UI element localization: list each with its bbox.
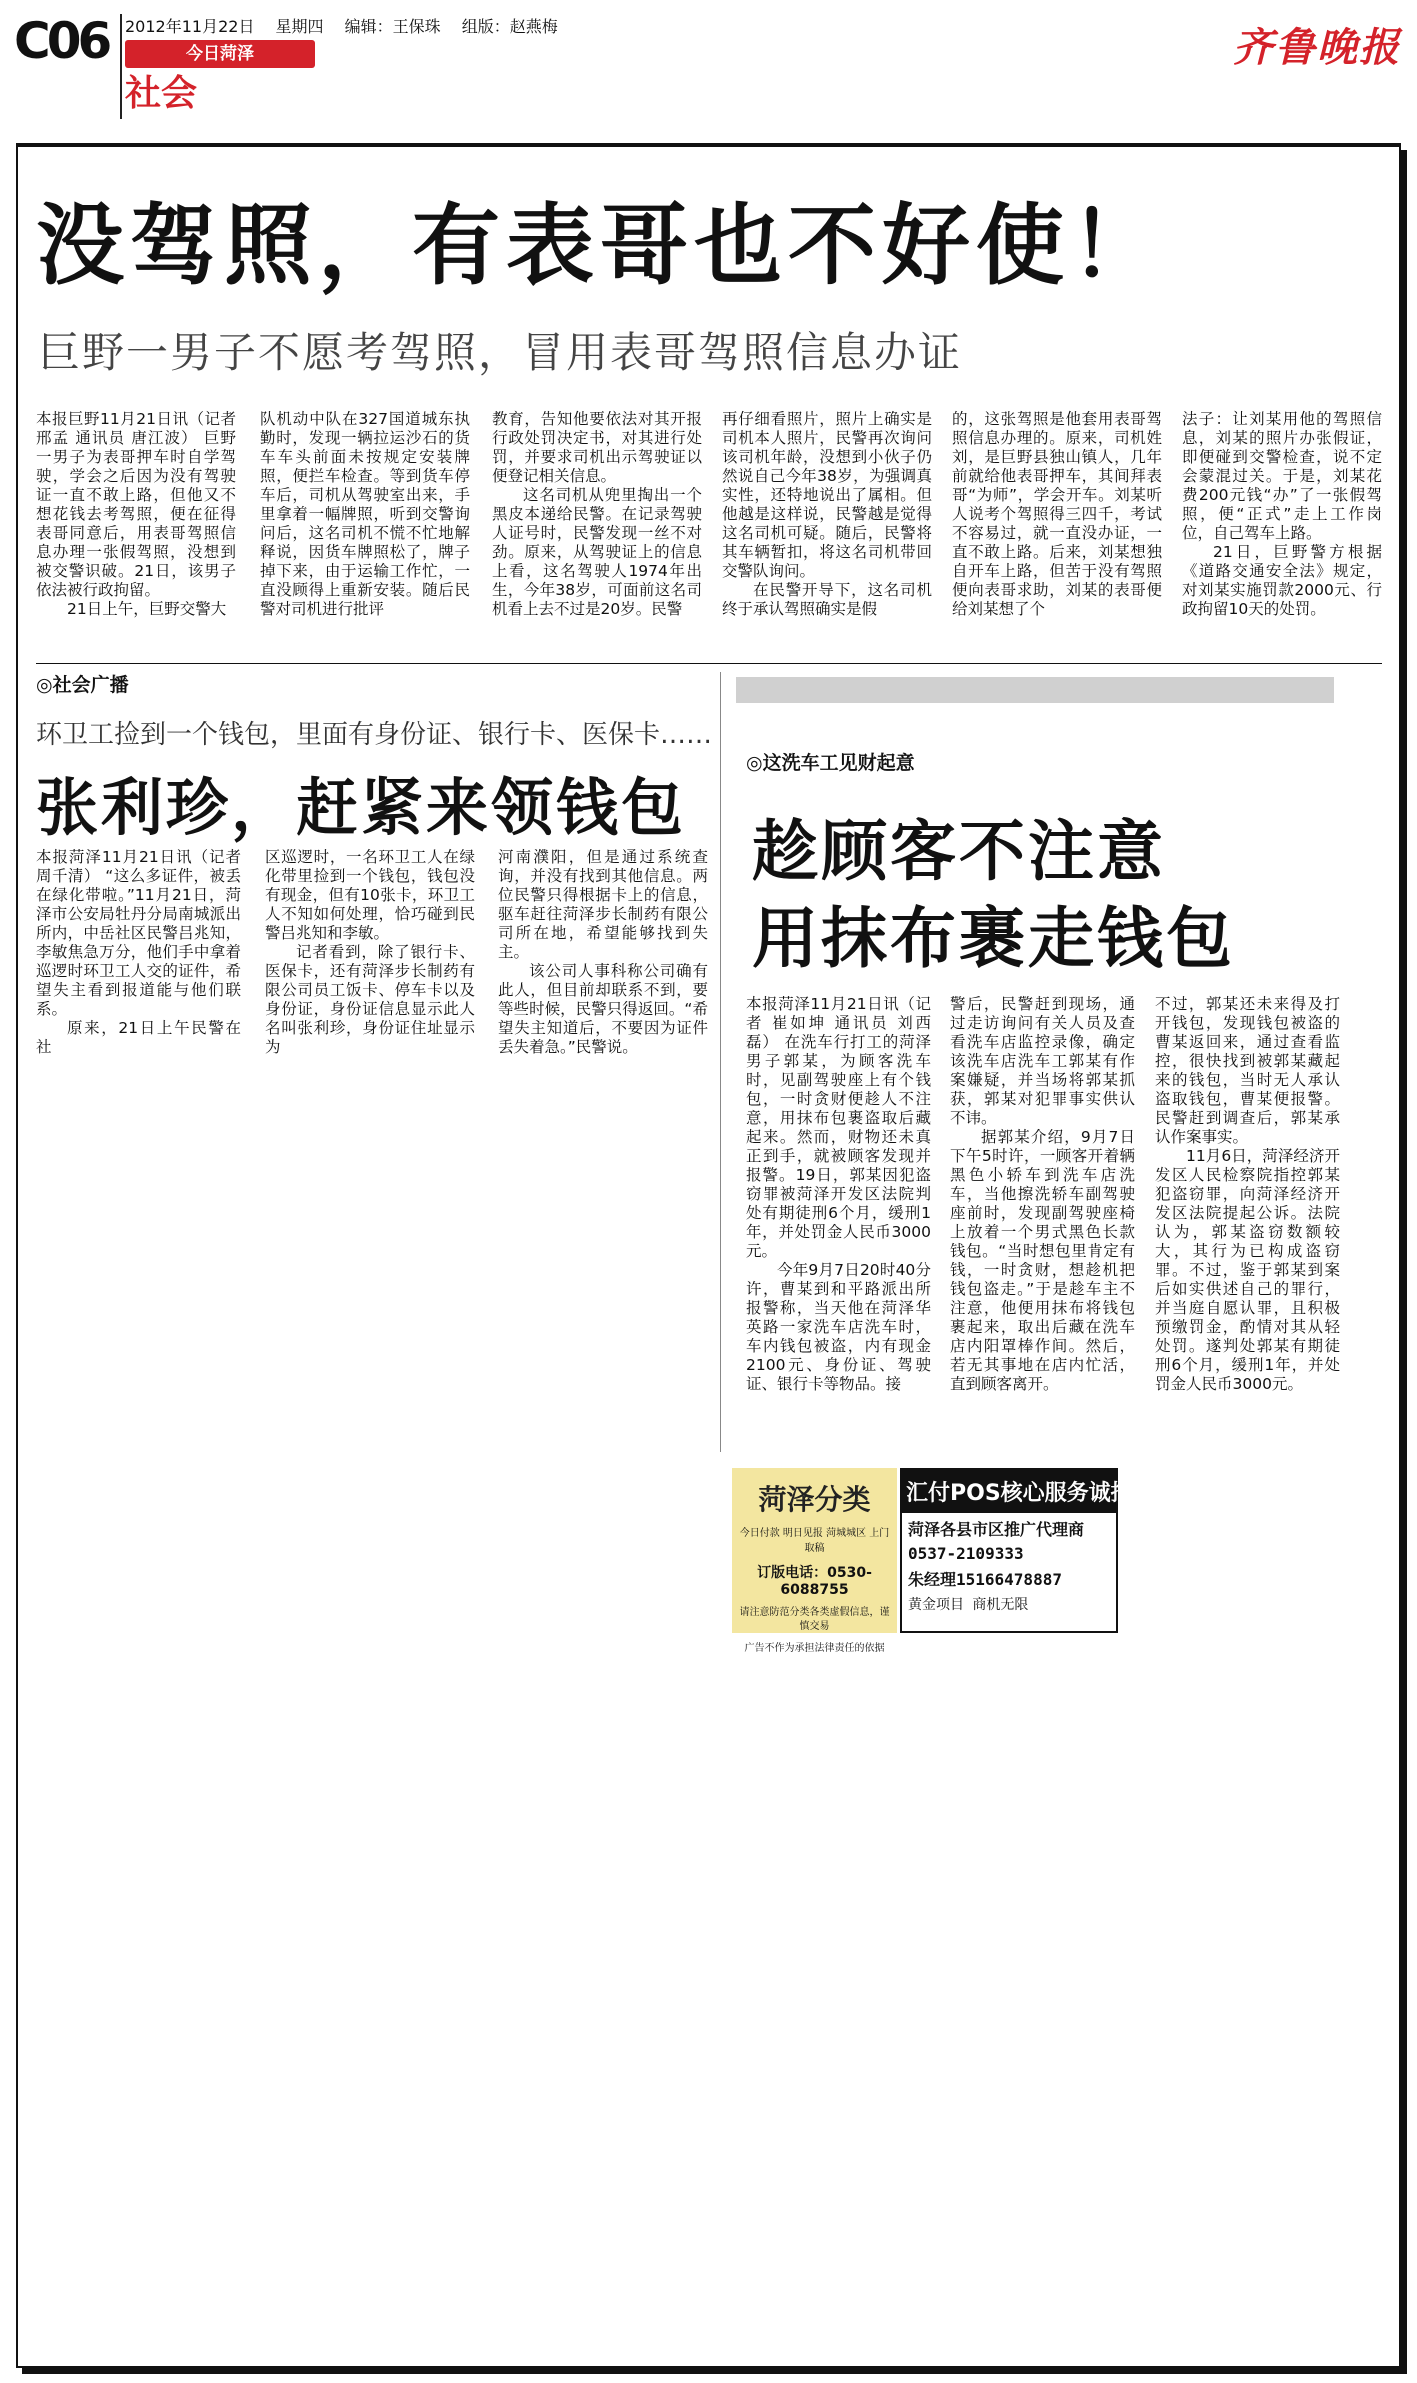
story1-paragraph: 21日，巨野警方根据《道路交通安全法》规定，对刘某实施罚款2000元、行政拘留10天的处罚。 [1182,543,1382,618]
story1-paragraph: 的，这张驾照是他套用表哥驾照信息办理的。原来，司机姓刘，是巨野县独山镇人，几年前就给他表哥押车，其间拜表哥“为师”，学会开车。刘某听人说考个驾照得三四千，考试不容易过，就一直没办证，一直不敢上路。后来，刘某想独自开车上路，但苦于没有驾照便向表哥求助，刘某的表哥便给刘某想了个 [952,410,1162,618]
story1-column-1 [36,410,236,655]
story3-paragraph: 今年9月7日20时40分许，曹某到和平路派出所报警称，当天他在菏泽华英路一家洗车店洗车时，车内钱包被盗，内有现金2100元、身份证、驾驶证、银行卡等物品。接 [746,1261,931,1393]
issue-date: 2012年11月22日 [125,17,255,36]
story2-column-1 [36,848,241,1078]
classified-ad-slogan: 今日付款 明日见报 菏城城区 上门取稿 [739,1528,890,1554]
story1-paragraph: 法子：让刘某用他的驾照信息，刘某的照片办张假证，即便碰到交警检查，说不定会蒙混过关。于是，刘某花费200元钱“办”了一张假驾照，便“正式”走上工作岗位，自己驾车上路。 [1182,410,1382,542]
story3-headline-line2: 用抹布裹走钱包 [752,900,1235,977]
story2-column-3 [498,848,708,1078]
editor-credit: 编辑：王保珠 [344,17,441,36]
story2-section-tag: ◎社会广播 [36,674,129,696]
story2-paragraph: 该公司人事科称公司确有此人，但目前却联系不到，要等些时候，民警只得返回。“希望失主知道后，不要因为证件丢失着急。”民警说。 [498,962,708,1056]
layout-credit: 组版：赵燕梅 [461,17,558,36]
story1-paragraph: 教育，告知他要依法对其开报行政处罚决定书，对其进行处罚，并要求司机出示驾驶证以便登记相关信息。 [492,410,702,485]
header-meta [125,14,574,37]
story1-column-3 [492,410,702,655]
story1-headline: 没驾照，有表哥也不好使！ [36,194,1165,297]
story1-paragraph: 21日上午，巨野交警大 [67,600,227,618]
story3-column-2 [950,995,1135,1450]
classified-ad [732,1468,897,1654]
frame-shadow-bottom [22,2368,1407,2374]
issue-weekday: 星期四 [275,17,324,36]
story2-paragraph: 本报菏泽11月21日讯（记者 周千清） “这么多证件，被丢在绿化带啦。”11月21日，菏泽市公安局牡丹分局南城派出所内，中岳社区民警吕兆知，李敏焦急万分，他们手中拿着巡逻时环卫工人交的证件，希望失主看到报道能与他们联系。 [36,848,241,1018]
section-bar: 今日菏泽 [125,40,315,68]
story2-headline: 张利珍，赶紧来领钱包 [36,771,687,844]
story3-paragraph: 11月6日，菏泽经济开发区人民检察院指控郭某犯盗窃罪，向菏泽经济开发区法院提起公诉。法院认为，郭某盗窃数额较大，其行为已构成盗窃罪。不过，鉴于郭某到案后如实供述自己的罪行，并当庭自愿认罪，且积极预缴罚金，酌情对其从轻处罚。遂判处郭某有期徒刑6个月，缓刑1年，并处罚金人民币3000元。 [1155,1147,1340,1393]
story1-column-5 [952,410,1162,655]
story3-paragraph: 警后，民警赶到现场，通过走访询问有关人员及查看洗车店监控录像，确定该洗车店洗车工郭某有作案嫌疑，并当场将郭某抓获，郭某对犯罪事实供认不讳。 [950,995,1135,1127]
story3-column-1 [746,995,931,1450]
section-name: 社会 [125,73,198,114]
story1-column-4 [722,410,932,655]
story3-gray-banner [736,677,1334,703]
story3-paragraph: 据郭某介绍，9月7日下午5时许，一顾客开着辆黑色小轿车到洗车店洗车，当他擦洗轿车副驾驶座前时，发现副驾驶座椅上放着一个男式黑色长款钱包。“当时想包里肯定有钱，一时贪财，想趁机把钱包盗走。”于是趁车主不注意，他便用抹布将钱包裹起来，取出后藏在洗车店内阳罩棒作间。然后，若无其事地在店内忙活，直到顾客离开。 [950,1128,1135,1393]
story2-story3-divider [720,672,721,1452]
story3-section-tag: ◎这洗车工见财起意 [746,752,915,774]
story3-paragraph: 不过，郭某还未来得及打开钱包，发现钱包被盗的曹某返回来，通过查看监控，很快找到被郭某藏起来的钱包，当时无人承认盗取钱包，曹某便报警。民警赶到调查后，郭某承认作案事实。 [1155,995,1340,1146]
pos-ad-footer: 黄金项目 商机无限 [908,1597,1029,1613]
page-number: C06 [14,12,109,70]
pos-service-ad [900,1468,1133,1633]
story1-subheadline: 巨野一男子不愿考驾照，冒用表哥驾照信息办证 [38,328,963,377]
story3-paragraph: 本报菏泽11月21日讯（记者 崔如坤 通讯员 刘西磊） 在洗车行打工的菏泽男子郭某，为顾客洗车时，见副驾驶座上有个钱包，一时贪财便趁人不注意，用抹布包裹盗取后藏起来。然而，财物还未真正到手，就被顾客发现并报警。19日，郭某因犯盗窃罪被菏泽开发区法院判处有期徒刑6个月，缓刑1年，并处罚金人民币3000元。 [746,995,931,1260]
pos-ad-phone: 0537-2109333 [908,1544,1024,1563]
header-divider [120,14,122,119]
classified-ad-phone: 订版电话：0530-6088755 [757,1565,872,1598]
classified-ad-note: 请注意防范分类各类虚假信息，谨慎交易 [739,1607,890,1632]
frame-shadow-right [1401,150,1407,2374]
story2-paragraph: 河南濮阳，但是通过系统查询，并没有找到其他信息。两位民警只得根据卡上的信息，驱车赶往菏泽步长制药有限公司所在地，希望能够找到失主。 [498,848,708,961]
story1-paragraph: 队机动中队在327国道城东执勤时，发现一辆拉运沙石的货车车头前面未按规定安装牌照，便拦车检查。等到货车停车后，司机从驾驶室出来，手里拿着一幅牌照，听到交警询问后，这名司机不慌不忙地解释说，因货车牌照松了，牌子掉下来，由于运输工作忙，一直没顾得上重新安装。随后民警对司机进行批评 [260,410,470,618]
story3-column-3 [1155,995,1340,1450]
masthead-logo: 齐鲁晚报 [1233,24,1401,71]
story2-subheadline: 环卫工捡到一个钱包，里面有身份证、银行卡、医保卡…… [36,720,713,750]
pos-ad-contact: 朱经理15166478887 [908,1570,1062,1589]
story2-paragraph: 原来，21日上午民警在社 [36,1019,241,1056]
classified-ad-title: 菏泽分类 [758,1483,871,1516]
story1-paragraph: 在民警开导下，这名司机终于承认驾照确实是假 [722,581,932,618]
story2-paragraph: 记者看到，除了银行卡、医保卡，还有菏泽步长制药有限公司员工饭卡、停车卡以及身份证，身份证信息显示此人名叫张利珍，身份证住址显示为 [265,943,475,1056]
pos-ad-line: 菏泽各县市区推广代理商 [908,1520,1085,1539]
story1-paragraph: 再仔细看照片，照片上确实是司机本人照片，民警再次询问该司机年龄，没想到小伙子仍然说自己今年38岁，为强调真实性，还特地说出了属相。但他越是这样说，民警越是觉得这名司机可疑。随后，民警将其车辆暂扣，将这名司机带回交警队询问。 [722,410,932,580]
story2-paragraph: 区巡逻时，一名环卫工人在绿化带里捡到一个钱包，钱包没有现金，但有10张卡，环卫工人不知如何处理，恰巧碰到民警吕兆知和李敏。 [265,848,475,942]
story1-paragraph: 本报巨野11月21日讯（记者 邢孟 通讯员 唐江波） 巨野一男子为表哥押车时自学驾驶，学会之后因为没有驾驶证一直不敢上路，但他又不想花钱去考驾照，便在征得表哥同意后，用表哥驾照信息办理一张假驾照，没想到被交警识破。21日，该男子依法被行政拘留。 [36,410,236,599]
pos-ad-header: 汇付POS核心服务诚招 [902,1470,1116,1513]
story1-paragraph: 这名司机从兜里掏出一个黑皮本递给民警。在记录驾驶人证号时，民警发现一丝不对劲。原来，从驾驶证上的信息上看，这名驾驶人1974年出生，今年38岁，可面前这名司机看上去不过是20岁。民警 [492,486,702,618]
story2-column-2 [265,848,475,1078]
story1-column-6 [1182,410,1382,655]
story1-column-2 [260,410,470,655]
story3-headline-line1: 趁顾客不注意 [752,813,1166,890]
story1-bottom-rule [36,663,1382,664]
classified-ad-note: 广告不作为承担法律责任的依据 [744,1643,885,1654]
